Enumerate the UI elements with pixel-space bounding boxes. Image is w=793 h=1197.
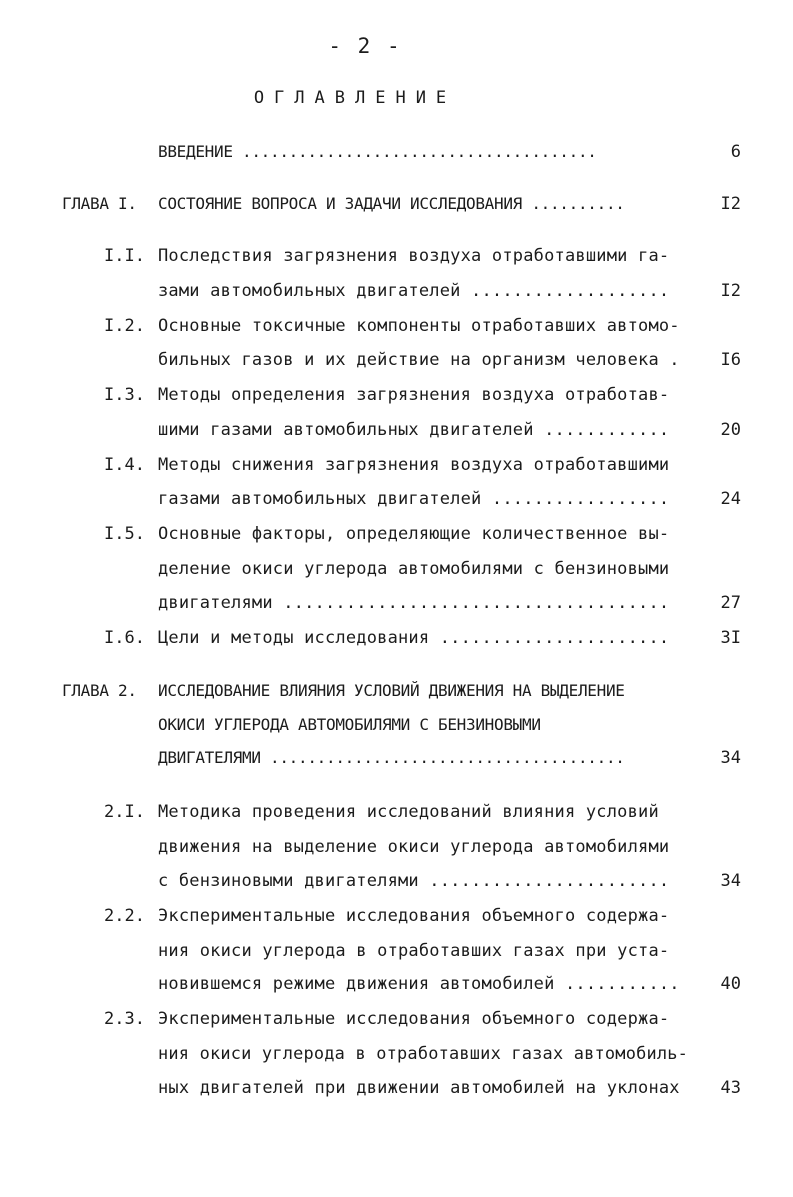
toc-section-1-4-label: I.4. <box>104 455 145 475</box>
toc-section-1-5-line: двигателями ..................................... <box>158 593 670 613</box>
toc-section-1-5-page: 27 <box>720 593 741 613</box>
toc-chapter-1-line: СОСТОЯНИЕ ВОПРОСА И ЗАДАЧИ ИССЛЕДОВАНИЯ .......... <box>158 194 625 213</box>
toc-section-1-5-line: деление окиси углерода автомобилями с бензиновыми <box>158 559 670 579</box>
toc-section-1-4-page: 24 <box>720 489 741 509</box>
toc-section-1-1-line: Последствия загрязнения воздуха отработавшими га- <box>158 246 670 266</box>
toc-chapter-2-line: ИССЛЕДОВАНИЕ ВЛИЯНИЯ УСЛОВИЙ ДВИЖЕНИЯ НА ВЫДЕЛЕНИЕ <box>158 681 625 700</box>
toc-section-2-2-label: 2.2. <box>104 906 145 926</box>
toc-section-2-3-line: ных двигателей при движении автомобилей на уклонах <box>158 1078 680 1098</box>
toc-entry-intro-page: 6 <box>730 142 741 162</box>
toc-section-1-1-page: I2 <box>720 281 741 301</box>
toc-heading: ОГЛАВЛЕНИЕ <box>253 88 457 108</box>
toc-section-2-1-line: с бензиновыми двигателями ....................... <box>158 871 670 891</box>
toc-section-1-5-label: I.5. <box>104 524 145 544</box>
toc-section-2-3-line: ния окиси углерода в отработавших газах автомобиль- <box>158 1044 689 1064</box>
toc-section-1-1-line: зами автомобильных двигателей ................... <box>158 281 670 301</box>
toc-section-1-3-line: шими газами автомобильных двигателей ............ <box>158 420 670 440</box>
toc-section-2-1-line: движения на выделение окиси углерода автомобилями <box>158 837 670 857</box>
toc-section-2-3-line: Экспериментальные исследования объемного содержа- <box>158 1009 670 1029</box>
toc-section-1-4-line: газами автомобильных двигателей ................. <box>158 489 670 509</box>
toc-section-1-6-label: I.6. <box>104 628 145 648</box>
toc-chapter-2-line: ДВИГАТЕЛЯМИ ...................................... <box>158 748 625 767</box>
toc-section-1-2-line: бильных газов и их действие на организм человека . <box>158 350 680 370</box>
toc-section-2-2-page: 40 <box>720 974 741 994</box>
toc-chapter-2-label: ГЛАВА 2. <box>62 681 137 700</box>
toc-section-1-2-label: I.2. <box>104 316 145 336</box>
toc-section-1-6-line: Цели и методы исследования ...................... <box>158 628 670 648</box>
toc-section-1-4-line: Методы снижения загрязнения воздуха отработавшими <box>158 455 670 475</box>
toc-section-2-2-line: новившемся режиме движения автомобилей ........... <box>158 974 680 994</box>
toc-section-1-3-page: 20 <box>720 420 741 440</box>
toc-section-2-2-line: Экспериментальные исследования объемного содержа- <box>158 906 670 926</box>
toc-section-1-6-page: 3I <box>720 628 741 648</box>
toc-section-1-5-line: Основные факторы, определяющие количественное вы- <box>158 524 670 544</box>
toc-section-2-3-label: 2.3. <box>104 1009 145 1029</box>
toc-chapter-1-label: ГЛАВА I. <box>62 194 137 213</box>
page-number: - 2 - <box>328 34 402 58</box>
toc-section-2-3-page: 43 <box>720 1078 741 1098</box>
toc-chapter-2-line: ОКИСИ УГЛЕРОДА АВТОМОБИЛЯМИ С БЕНЗИНОВЫМИ <box>158 715 541 734</box>
toc-section-1-3-line: Методы определения загрязнения воздуха отработав- <box>158 385 670 405</box>
toc-section-1-3-label: I.3. <box>104 385 145 405</box>
toc-chapter-2-page: 34 <box>720 748 741 768</box>
toc-section-1-2-line: Основные токсичные компоненты отработавших автомо- <box>158 316 680 336</box>
toc-chapter-1-page: I2 <box>720 194 741 214</box>
toc-section-2-2-line: ния окиси углерода в отработавших газах при уста- <box>158 941 670 961</box>
toc-section-1-1-label: I.I. <box>104 246 145 266</box>
toc-section-2-1-line: Методика проведения исследований влияния условий <box>158 802 659 822</box>
toc-section-1-2-page: I6 <box>720 350 741 370</box>
toc-entry-intro-line: ВВЕДЕНИЕ ...................................... <box>158 142 597 161</box>
toc-section-2-1-page: 34 <box>720 871 741 891</box>
toc-section-2-1-label: 2.I. <box>104 802 145 822</box>
